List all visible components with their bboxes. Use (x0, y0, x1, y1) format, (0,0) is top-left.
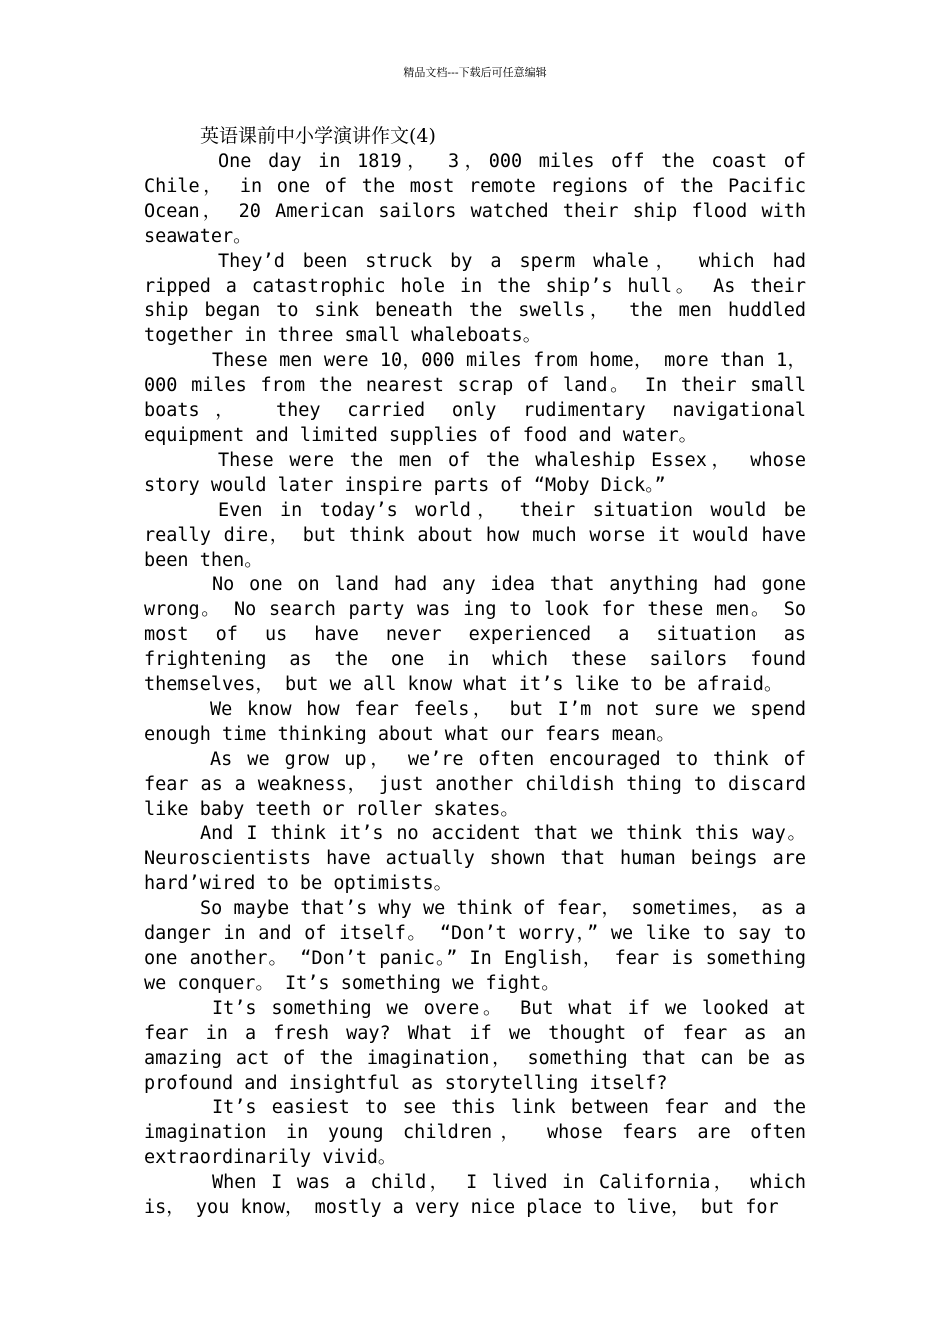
paragraph-3: These men were 10，000 miles from home， more than 1，000 miles from the nearest scrap of land。 In their small boats， they carried only rudimentary navigational equipment and limited supplies of food and water。 (144, 350, 806, 446)
paragraph-13: When I was a child， I lived in California， which is， you know， mostly a very nice place to live， but for (144, 1172, 806, 1219)
paragraph-9: And I think it’s no accident that we think this way。 Neuroscientists have actually shown that human beings are hard’wired to be optimists。 (144, 823, 806, 895)
paragraph-1: One day in 1819， 3，000 miles off the coast of Chile， in one of the most remote regions of the Pacific Ocean， 20 American sailors watched their ship flood with seawater。 (144, 151, 806, 247)
document-body (144, 150, 806, 1221)
page-header: 精品文档---下载后可任意编辑 (403, 66, 547, 79)
paragraph-8: As we grow up， we’re often encouraged to think of fear as a weakness， just another childish thing to discard like baby teeth or roller skates。 (144, 748, 806, 820)
paragraph-6: No one on land had any idea that anything had gone wrong。 No search party was ing to look for these men。 So most of us have never experienced a situation as frightening as the one in which these sailors found themselves， but we all know what it’s like to be afraid。 (144, 574, 806, 696)
document-title: 英语课前中小学演讲作文(4) (200, 125, 436, 147)
paragraph-2: They’d been struck by a sperm whale， which had ripped a catastrophic hole in the ship’s hull。 As their ship began to sink beneath the swells， the men huddled together in three small whaleboats。 (144, 250, 806, 347)
paragraph-12: It’s easiest to see this link between fear and the imagination in young children， whose fears are often extraordinarily vivid。 (144, 1097, 806, 1169)
paragraph-4: These were the men of the whaleship Essex， whose story would later inspire parts of “Moby Dick。” (144, 449, 806, 496)
paragraph-5: Even in today’s world， their situation would be really dire， but think about how much worse it would have been then。 (144, 499, 806, 571)
paragraph-7: We know how fear feels， but I’m not sure we spend enough time thinking about what our fears mean。 (144, 698, 806, 745)
paragraph-10: So maybe that’s why we think of fear， sometimes， as a danger in and of itself。 “Don’t worry，” we like to say to one another。 “Don’t panic。” In English， fear is something we conquer。 It’s something we fight。 (144, 898, 806, 994)
paragraph-11: It’s something we overe。 But what if we looked at fear in a fresh way? What if we thought of fear as an amazing act of the imagination， something that can be as profound and insightful as storytelling itself? (144, 997, 806, 1094)
